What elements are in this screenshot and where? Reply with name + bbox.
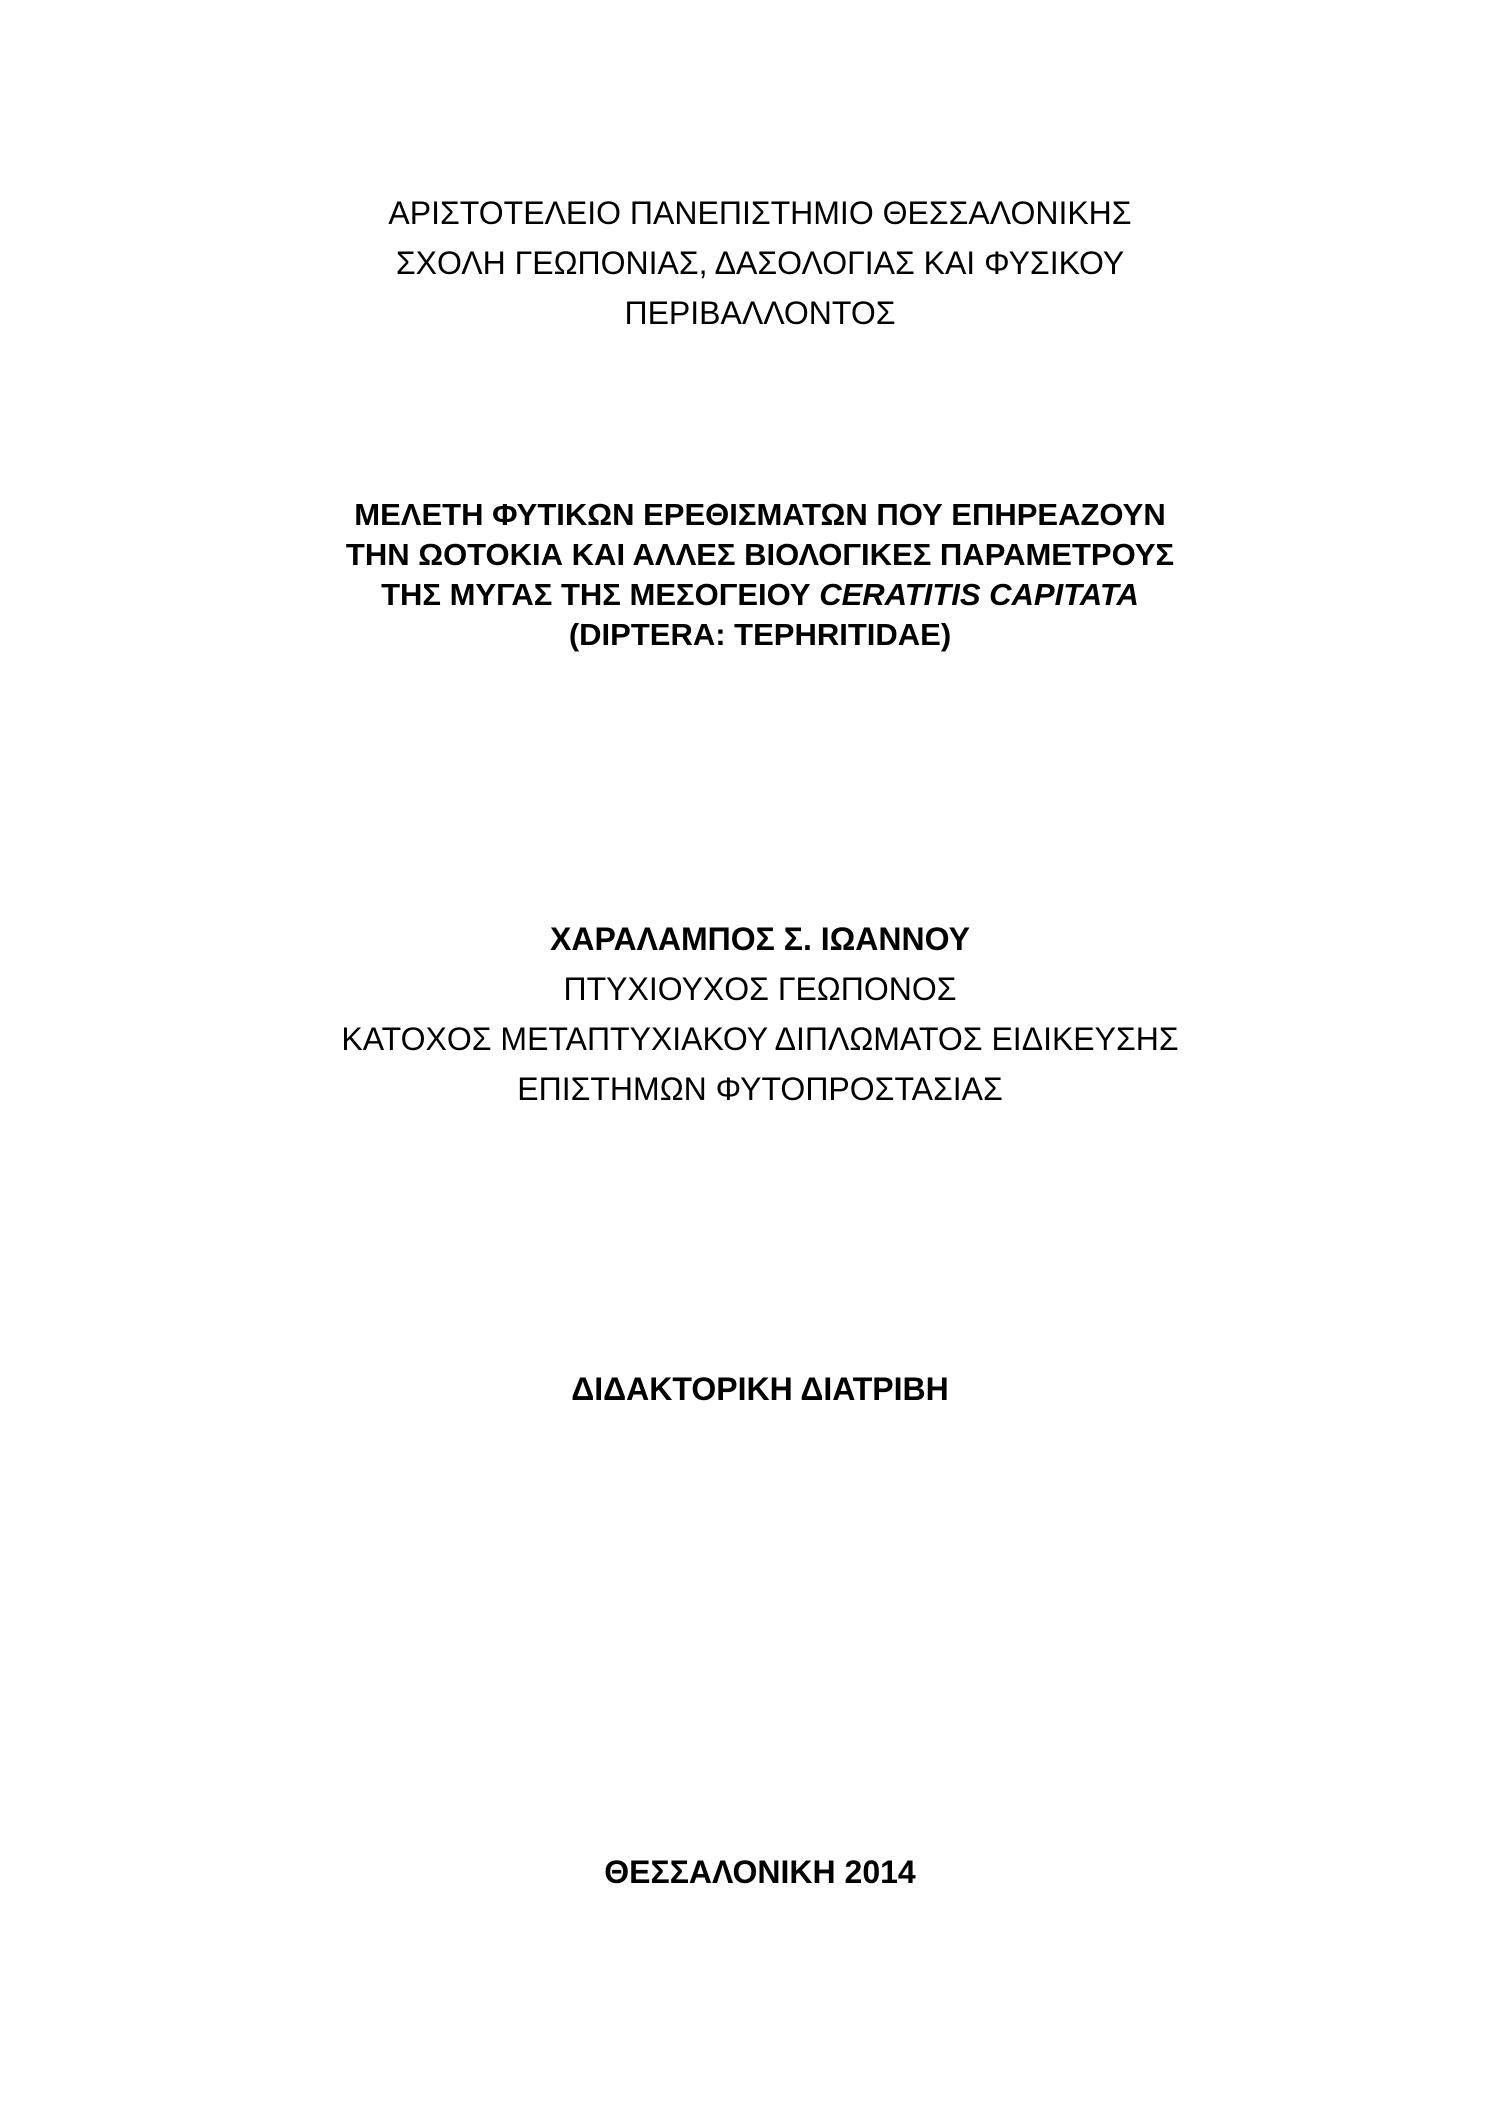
thesis-title-line-4: (DIPTERA: TEPHRITIDAE) [568,617,952,652]
author-block [0,914,1489,1114]
university-name: ΑΡΙΣΤΟΤΕΛΕΙΟ ΠΑΝΕΠΙΣΤΗΜΙΟ ΘΕΣΣΑΛΟΝΙΚΗΣ [388,195,1132,231]
thesis-title-line-3-text: ΤΗΣ ΜΥΓΑΣ ΤΗΣ ΜΕΣΟΓΕΙΟΥ [381,577,820,612]
author-degree-1: ΠΤΥΧΙΟΥΧΟΣ ΓΕΩΠΟΝΟΣ [563,971,957,1007]
author-name: ΧΑΡΑΛΑΜΠΟΣ Σ. ΙΩΑΝΝΟΥ [550,921,970,957]
species-name: CERATITIS CAPITATA [819,577,1139,612]
thesis-title-line-1: ΜΕΛΕΤΗ ΦΥΤΙΚΩΝ ΕΡΕΘΙΣΜΑΤΩΝ ΠΟΥ ΕΠΗΡΕΑΖΟΥΝ [354,497,1166,532]
author-degree-2-line-2: ΕΠΙΣΤΗΜΩΝ ΦΥΤΟΠΡΟΣΤΑΣΙΑΣ [517,1071,1003,1107]
school-name-line-2: ΠΕΡΙΒΑΛΛΟΝΤΟΣ [624,295,896,331]
document-type: ΔΙΔΑΚΤΟΡΙΚΗ ΔΙΑΤΡΙΒΗ [571,1371,949,1407]
thesis-title-line-3 [0,575,1489,615]
place-and-year: ΘΕΣΣΑΛΟΝΙΚΗ 2014 [604,1854,916,1890]
institution-heading [0,188,1489,338]
author-degree-2-line-1: ΚΑΤΟΧΟΣ ΜΕΤΑΠΤΥΧΙΑΚΟΥ ΔΙΠΛΩΜΑΤΟΣ ΕΙΔΙΚΕΥΣΗΣ [341,1021,1179,1057]
thesis-title [0,495,1489,655]
school-name-line-1: ΣΧΟΛΗ ΓΕΩΠΟΝΙΑΣ, ΔΑΣΟΛΟΓΙΑΣ ΚΑΙ ΦΥΣΙΚΟΥ [395,245,1125,281]
thesis-title-line-2: ΤΗΝ ΩΟΤΟΚΙΑ ΚΑΙ ΑΛΛΕΣ ΒΙΟΛΟΓΙΚΕΣ ΠΑΡΑΜΕΤΡΟΥΣ [345,537,1175,572]
